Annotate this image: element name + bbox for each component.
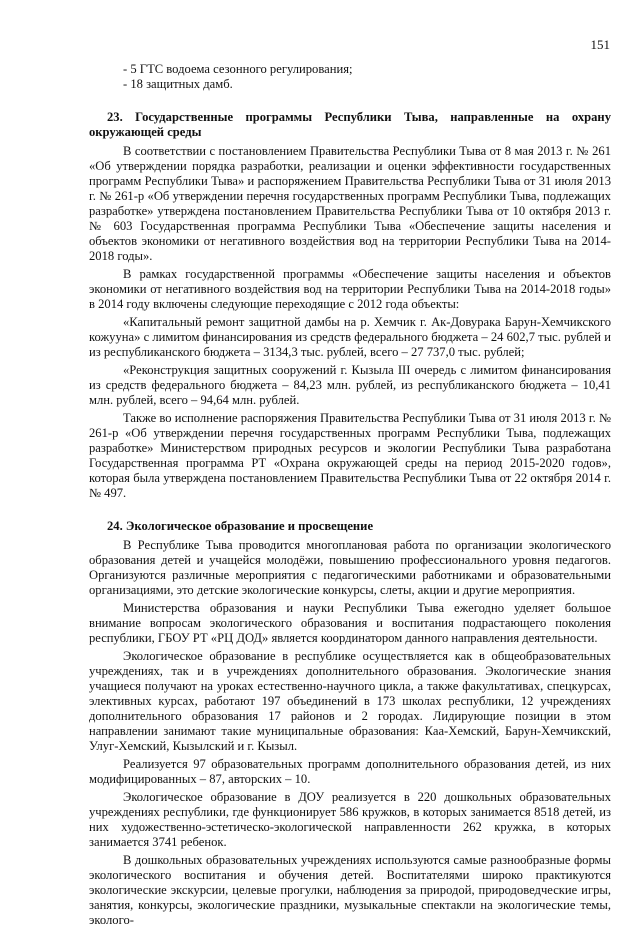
paragraph: Реализуется 97 образовательных программ дополнительного образования детей, из них модифицированных – 87, авторских – 10. (89, 757, 611, 786)
paragraph: В Республике Тыва проводится многоплановая работа по организации экологического образования детей и учащейся молодёжи, повышению профессионального уровня педагогов. Организуются различные мероприятия с педагогическими работниками и образовательными организациями, это детские экологические конкурсы, слеты, акции и другие мероприятия. (89, 538, 611, 597)
paragraph: «Реконструкция защитных сооружений г. Кызыла III очередь с лимитом финансирования из средств федерального бюджета – 84,23 млн. рублей, из республиканского бюджета – 10,41 млн. рублей, всего – 94,64 млн. рублей. (89, 363, 611, 407)
paragraph: Министерства образования и науки Республики Тыва ежегодно уделяет большое внимание вопросам экологического образования и воспитания подрастающего поколения республики, ГБОУ РТ «РЦ ДОД» является координатором данного направления деятельности. (89, 601, 611, 645)
paragraph: В рамках государственной программы «Обеспечение защиты населения и объектов экономики от негативного воздействия вод на территории Республики Тыва на 2014-2018 годы» в 2014 году включены следующие переходящие с 2012 года объекты: (89, 267, 611, 311)
paragraph: В дошкольных образовательных учреждениях используются самые разнообразные формы экологического воспитания и обучения детей. Воспитателями широко практикуются экологические экскурсии, целевые прогулки, наблюдения за природой, природоведческие игры, занятия, конкурсы, экологические праздники, музыкальные спектакли на экологические темы, эколого- (89, 853, 611, 927)
document-body (89, 62, 611, 928)
section-23-heading: 23. Государственные программы Республики Тыва, направленные на охрану окружающей среды (89, 110, 611, 139)
section-24-heading: 24. Экологическое образование и просвещение (107, 519, 374, 533)
paragraph: В соответствии с постановлением Правительства Республики Тыва от 8 мая 2013 г. № 261 «Об утверждении порядка разработки, реализации и оценки эффективности государственных программ Республики Тыва» и распоряжением Правительства Республики Тыва от 31 июля 2013 г. № 261-р «Об утверждении перечня государственных программ Республики Тыва, подлежащих разработке» утверждена постановлением Правительства Республики Тыва от 10 октября 2013 г. № 603 Государственная программа Республики Тыва «Обеспечение защиты населения и объектов экономики от негативного воздействия вод на территории Республики Тыва на 2014-2018 годы». (89, 144, 611, 263)
paragraph: Экологическое образование в республике осуществляется как в общеобразовательных учреждениях, так и в учреждениях дополнительного образования. Экологические знания учащиеся получают на уроках естественно-научного цикла, а также факультативах, спецкурсах, элективных курсах, работают 197 объединений в 173 школах республики, 12 учреждениях дополнительного образования 17 районов и 2 городах. Лидирующие позиции в этом направлении занимают такие муниципальные образования: Каа-Хемский, Барун-Хемчикский, Улуг-Хемский, Кызылский и г. Кызыл. (89, 649, 611, 753)
page-number: 151 (590, 37, 610, 52)
paragraph: Также во исполнение распоряжения Правительства Республики Тыва от 31 июля 2013 г. № 261-р «Об утверждении перечня государственных программ Республики Тыва, подлежащих разработке» Министерством природных ресурсов и экологии Республики Тыва разработана Государственная программа РТ «Охрана окружающей среды на период 2015-2020 годов», которая была утверждена постановлением Правительства Республики Тыва от 22 октября 2014 г. № 497. (89, 411, 611, 500)
list-item: - 18 защитных дамб. (123, 77, 233, 91)
list-item: - 5 ГТС водоема сезонного регулирования; (123, 62, 353, 76)
paragraph: Экологическое образование в ДОУ реализуется в 220 дошкольных образовательных учреждениях республики, где функционирует 586 кружков, в которых занимается 8518 детей, из них художественно-эстетическо-экологической направленности 262 кружка, в которых занимается 3741 ребенок. (89, 790, 611, 849)
paragraph: «Капитальный ремонт защитной дамбы на р. Хемчик г. Ак-Довурака Барун-Хемчикского кожууна» с лимитом финансирования из средств федерального бюджета – 24 602,7 тыс. рублей и из республиканского бюджета – 3134,3 тыс. рублей, всего – 27 737,0 тыс. рублей; (89, 315, 611, 359)
